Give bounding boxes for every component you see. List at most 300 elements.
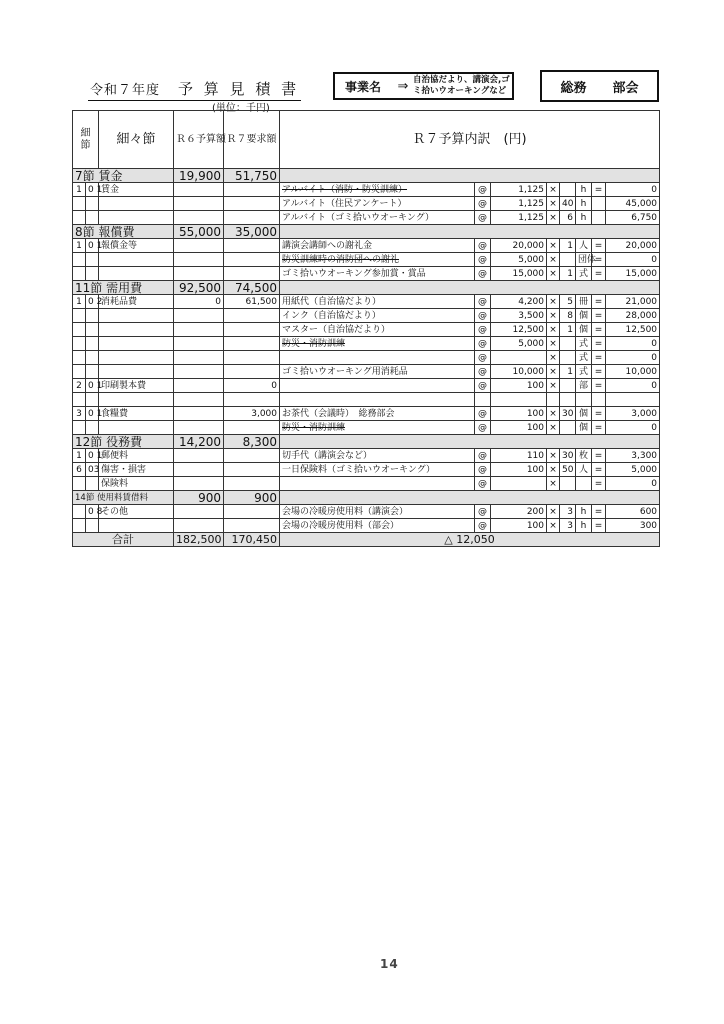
saisetsu-number: 0 1 bbox=[86, 407, 99, 421]
amount: 12,500 bbox=[606, 323, 660, 337]
setsu-number bbox=[73, 197, 86, 211]
section-r7: 8,300 bbox=[224, 435, 280, 449]
quantity: 3 bbox=[560, 519, 576, 533]
table-row bbox=[73, 197, 660, 211]
r7-amount bbox=[224, 239, 280, 253]
section-r7: 74,500 bbox=[224, 281, 280, 295]
amount: 300 bbox=[606, 519, 660, 533]
section-r6: 900 bbox=[174, 491, 224, 505]
section-fill bbox=[280, 225, 660, 239]
col-header-breakdown: Ｒ７予算内訳 (円) bbox=[280, 111, 660, 169]
saisetsu-name bbox=[99, 309, 174, 323]
times-mark: × bbox=[547, 211, 560, 225]
saisetsu-name bbox=[99, 351, 174, 365]
section-title: 12節 役務費 bbox=[73, 435, 174, 449]
amount bbox=[606, 393, 660, 407]
saisetsu-number bbox=[86, 351, 99, 365]
quantity bbox=[560, 393, 576, 407]
r7-amount bbox=[224, 477, 280, 491]
amount: 6,750 bbox=[606, 211, 660, 225]
at-mark: @ bbox=[475, 449, 491, 463]
r7-amount: 0 bbox=[224, 379, 280, 393]
equals-mark: = bbox=[592, 519, 606, 533]
times-mark: × bbox=[547, 519, 560, 533]
equals-mark: = bbox=[592, 407, 606, 421]
quantity bbox=[560, 253, 576, 267]
equals-mark: = bbox=[592, 295, 606, 309]
document-title bbox=[88, 78, 301, 101]
r6-amount bbox=[174, 365, 224, 379]
table-row bbox=[73, 463, 660, 477]
equals-mark: = bbox=[592, 463, 606, 477]
saisetsu-name: 賃金 bbox=[99, 183, 174, 197]
table-row bbox=[73, 183, 660, 197]
table-row bbox=[73, 519, 660, 533]
times-mark bbox=[547, 393, 560, 407]
table-row bbox=[73, 337, 660, 351]
r6-amount bbox=[174, 183, 224, 197]
unit-price: 5,000 bbox=[491, 337, 547, 351]
saisetsu-name: 傷害・損害 bbox=[99, 463, 174, 477]
unit: h bbox=[576, 211, 592, 225]
fiscal-year: 令和７年度 bbox=[90, 83, 161, 98]
unit-price bbox=[491, 393, 547, 407]
times-mark: × bbox=[547, 421, 560, 435]
section-r7: 900 bbox=[224, 491, 280, 505]
unit-price bbox=[491, 477, 547, 491]
saisetsu-number bbox=[86, 197, 99, 211]
equals-mark bbox=[592, 211, 606, 225]
col-header-r6: Ｒ６予算額 bbox=[174, 111, 224, 169]
unit-price: 4,200 bbox=[491, 295, 547, 309]
section-fill bbox=[280, 281, 660, 295]
saisetsu-number bbox=[86, 309, 99, 323]
breakdown-item: 防災訓練時の消防団への謝礼 bbox=[280, 253, 475, 267]
table-row bbox=[73, 323, 660, 337]
unit: h bbox=[576, 505, 592, 519]
r7-amount bbox=[224, 267, 280, 281]
r7-amount bbox=[224, 421, 280, 435]
breakdown-item bbox=[280, 351, 475, 365]
unit: 人 bbox=[576, 239, 592, 253]
equals-mark: = bbox=[592, 337, 606, 351]
setsu-number: 3 bbox=[73, 407, 86, 421]
unit-price: 5,000 bbox=[491, 253, 547, 267]
times-mark: × bbox=[547, 239, 560, 253]
total-label: 合計 bbox=[73, 533, 174, 547]
table-row bbox=[73, 253, 660, 267]
at-mark: @ bbox=[475, 351, 491, 365]
saisetsu-number bbox=[86, 211, 99, 225]
section-r6: 92,500 bbox=[174, 281, 224, 295]
project-box bbox=[333, 72, 514, 100]
breakdown-item: インク（自治協だより） bbox=[280, 309, 475, 323]
section-row-7 bbox=[73, 169, 660, 183]
r6-amount bbox=[174, 267, 224, 281]
table-row bbox=[73, 449, 660, 463]
r6-amount bbox=[174, 449, 224, 463]
quantity bbox=[560, 351, 576, 365]
table-row bbox=[73, 407, 660, 421]
r7-amount bbox=[224, 211, 280, 225]
times-mark: × bbox=[547, 295, 560, 309]
unit: 式 bbox=[576, 351, 592, 365]
r7-amount bbox=[224, 309, 280, 323]
saisetsu-number bbox=[86, 365, 99, 379]
section-title: 11節 需用費 bbox=[73, 281, 174, 295]
r7-amount bbox=[224, 323, 280, 337]
times-mark: × bbox=[547, 197, 560, 211]
amount: 600 bbox=[606, 505, 660, 519]
amount: 0 bbox=[606, 351, 660, 365]
r7-amount bbox=[224, 197, 280, 211]
table-row bbox=[73, 393, 660, 407]
unit: 冊 bbox=[576, 295, 592, 309]
amount: 0 bbox=[606, 379, 660, 393]
times-mark: × bbox=[547, 351, 560, 365]
saisetsu-number bbox=[86, 477, 99, 491]
saisetsu-number bbox=[86, 393, 99, 407]
r6-amount bbox=[174, 239, 224, 253]
r7-amount: 3,000 bbox=[224, 407, 280, 421]
quantity: 8 bbox=[560, 309, 576, 323]
times-mark: × bbox=[547, 337, 560, 351]
times-mark: × bbox=[547, 267, 560, 281]
at-mark: @ bbox=[475, 295, 491, 309]
saisetsu-name: 報償金等 bbox=[99, 239, 174, 253]
amount: 15,000 bbox=[606, 267, 660, 281]
saisetsu-name bbox=[99, 421, 174, 435]
times-mark: × bbox=[547, 183, 560, 197]
saisetsu-number: 0 8 bbox=[86, 505, 99, 519]
r7-amount bbox=[224, 505, 280, 519]
setsu-number bbox=[73, 323, 86, 337]
equals-mark: = bbox=[592, 379, 606, 393]
equals-mark bbox=[592, 197, 606, 211]
saisetsu-name: 食糧費 bbox=[99, 407, 174, 421]
saisetsu-name bbox=[99, 253, 174, 267]
amount: 3,300 bbox=[606, 449, 660, 463]
arrow-right-icon: ⇒ bbox=[397, 78, 409, 94]
equals-mark: = bbox=[592, 267, 606, 281]
table-row bbox=[73, 477, 660, 491]
at-mark: @ bbox=[475, 519, 491, 533]
breakdown-item bbox=[280, 379, 475, 393]
at-mark: @ bbox=[475, 309, 491, 323]
saisetsu-number bbox=[86, 421, 99, 435]
section-row-11 bbox=[73, 281, 660, 295]
table-row bbox=[73, 379, 660, 393]
setsu-number: 1 bbox=[73, 183, 86, 197]
setsu-number: 6 bbox=[73, 463, 86, 477]
setsu-number bbox=[73, 253, 86, 267]
section-row-12 bbox=[73, 435, 660, 449]
r7-amount bbox=[224, 393, 280, 407]
table-row bbox=[73, 505, 660, 519]
breakdown-item: アルバイト（ゴミ拾いウオーキング） bbox=[280, 211, 475, 225]
section-fill bbox=[280, 169, 660, 183]
unit: 団体 bbox=[576, 253, 592, 267]
table-row bbox=[73, 309, 660, 323]
quantity bbox=[560, 337, 576, 351]
unit: 個 bbox=[576, 407, 592, 421]
saisetsu-name bbox=[99, 323, 174, 337]
saisetsu-number bbox=[86, 519, 99, 533]
at-mark: @ bbox=[475, 407, 491, 421]
r6-amount: 0 bbox=[174, 295, 224, 309]
at-mark: @ bbox=[475, 337, 491, 351]
equals-mark: = bbox=[592, 323, 606, 337]
breakdown-item: アルバイト（住民アンケート） bbox=[280, 197, 475, 211]
breakdown-item: 会場の冷暖房使用料（講演会） bbox=[280, 505, 475, 519]
unit-price: 15,000 bbox=[491, 267, 547, 281]
unit: 人 bbox=[576, 463, 592, 477]
saisetsu-name: その他 bbox=[99, 505, 174, 519]
table-header-row bbox=[73, 111, 660, 169]
col-header-r7: Ｒ７要求額 bbox=[224, 111, 280, 169]
section-row-8 bbox=[73, 225, 660, 239]
setsu-number bbox=[73, 267, 86, 281]
unit-price bbox=[491, 351, 547, 365]
r6-amount bbox=[174, 463, 224, 477]
table-row bbox=[73, 267, 660, 281]
amount: 10,000 bbox=[606, 365, 660, 379]
equals-mark: = bbox=[592, 351, 606, 365]
breakdown-item: マスター（自治協だより） bbox=[280, 323, 475, 337]
project-name bbox=[413, 75, 512, 97]
budget-table bbox=[72, 110, 660, 547]
r6-amount bbox=[174, 253, 224, 267]
saisetsu-number: 0 2 bbox=[86, 295, 99, 309]
setsu-number bbox=[73, 519, 86, 533]
saisetsu-name bbox=[99, 267, 174, 281]
equals-mark: = bbox=[592, 477, 606, 491]
r6-amount bbox=[174, 309, 224, 323]
total-row bbox=[73, 533, 660, 547]
unit-price: 100 bbox=[491, 407, 547, 421]
unit bbox=[576, 477, 592, 491]
unit-price: 10,000 bbox=[491, 365, 547, 379]
r7-amount bbox=[224, 519, 280, 533]
quantity: 40 bbox=[560, 197, 576, 211]
unit: h bbox=[576, 183, 592, 197]
section-row-14 bbox=[73, 491, 660, 505]
amount: 3,000 bbox=[606, 407, 660, 421]
equals-mark: = bbox=[592, 309, 606, 323]
saisetsu-name bbox=[99, 197, 174, 211]
saisetsu-number: 03 bbox=[86, 463, 99, 477]
unit: 式 bbox=[576, 267, 592, 281]
total-r7: 170,450 bbox=[224, 533, 280, 547]
quantity: 1 bbox=[560, 239, 576, 253]
amount: 0 bbox=[606, 477, 660, 491]
setsu-number: 1 bbox=[73, 449, 86, 463]
saisetsu-name bbox=[99, 393, 174, 407]
amount: 0 bbox=[606, 337, 660, 351]
breakdown-item bbox=[280, 393, 475, 407]
setsu-number: 1 bbox=[73, 239, 86, 253]
r7-amount bbox=[224, 449, 280, 463]
quantity bbox=[560, 477, 576, 491]
unit: h bbox=[576, 197, 592, 211]
saisetsu-name bbox=[99, 337, 174, 351]
times-mark: × bbox=[547, 505, 560, 519]
saisetsu-name: 消耗品費 bbox=[99, 295, 174, 309]
r6-amount bbox=[174, 519, 224, 533]
amount: 20,000 bbox=[606, 239, 660, 253]
setsu-number bbox=[73, 421, 86, 435]
r6-amount bbox=[174, 337, 224, 351]
r7-amount bbox=[224, 463, 280, 477]
r7-amount bbox=[224, 253, 280, 267]
r6-amount bbox=[174, 407, 224, 421]
at-mark: @ bbox=[475, 183, 491, 197]
saisetsu-name bbox=[99, 365, 174, 379]
quantity: 1 bbox=[560, 267, 576, 281]
saisetsu-number: 0 1 bbox=[86, 379, 99, 393]
at-mark: @ bbox=[475, 197, 491, 211]
breakdown-item bbox=[280, 477, 475, 491]
table-row bbox=[73, 295, 660, 309]
unit-price: 20,000 bbox=[491, 239, 547, 253]
equals-mark bbox=[592, 393, 606, 407]
unit: 式 bbox=[576, 365, 592, 379]
r6-amount bbox=[174, 379, 224, 393]
unit-price: 100 bbox=[491, 421, 547, 435]
at-mark: @ bbox=[475, 267, 491, 281]
unit-price: 110 bbox=[491, 449, 547, 463]
doc-title: 予 算 見 積 書 bbox=[178, 80, 300, 98]
unit-price: 100 bbox=[491, 379, 547, 393]
times-mark: × bbox=[547, 253, 560, 267]
saisetsu-number bbox=[86, 253, 99, 267]
project-name-line-2: ミ拾いウオーキングなど bbox=[412, 86, 507, 96]
setsu-number bbox=[73, 477, 86, 491]
unit-price: 100 bbox=[491, 519, 547, 533]
project-name-line-1: 自治協だより、講演会,ゴ bbox=[412, 75, 510, 85]
setsu-number bbox=[73, 505, 86, 519]
unit-price: 200 bbox=[491, 505, 547, 519]
unit-price: 12,500 bbox=[491, 323, 547, 337]
unit-price: 1,125 bbox=[491, 211, 547, 225]
times-mark: × bbox=[547, 477, 560, 491]
section-r6: 55,000 bbox=[174, 225, 224, 239]
saisetsu-number: 0 1 bbox=[86, 239, 99, 253]
unit-label: (単位：千円) bbox=[212, 103, 270, 114]
at-mark: @ bbox=[475, 253, 491, 267]
quantity: 50 bbox=[560, 463, 576, 477]
times-mark: × bbox=[547, 379, 560, 393]
unit: 個 bbox=[576, 323, 592, 337]
r6-amount bbox=[174, 323, 224, 337]
quantity: 1 bbox=[560, 323, 576, 337]
r6-amount bbox=[174, 477, 224, 491]
setsu-number bbox=[73, 211, 86, 225]
setsu-number bbox=[73, 393, 86, 407]
breakdown-item: 切手代（講演会など） bbox=[280, 449, 475, 463]
section-title: 14節 使用料賃借料 bbox=[73, 491, 174, 505]
at-mark: @ bbox=[475, 379, 491, 393]
section-r7: 35,000 bbox=[224, 225, 280, 239]
r6-amount bbox=[174, 505, 224, 519]
unit-price: 1,125 bbox=[491, 197, 547, 211]
times-mark: × bbox=[547, 407, 560, 421]
section-r6: 19,900 bbox=[174, 169, 224, 183]
quantity: 3 bbox=[560, 505, 576, 519]
breakdown-item: 講演会講師への謝礼金 bbox=[280, 239, 475, 253]
at-mark: @ bbox=[475, 421, 491, 435]
r7-amount: 61,500 bbox=[224, 295, 280, 309]
r7-amount bbox=[224, 183, 280, 197]
equals-mark: = bbox=[592, 505, 606, 519]
at-mark: @ bbox=[475, 211, 491, 225]
at-mark: @ bbox=[475, 463, 491, 477]
quantity: 6 bbox=[560, 211, 576, 225]
unit: 式 bbox=[576, 337, 592, 351]
equals-mark: = bbox=[592, 239, 606, 253]
unit: 個 bbox=[576, 309, 592, 323]
saisetsu-name: 印刷製本費 bbox=[99, 379, 174, 393]
times-mark: × bbox=[547, 323, 560, 337]
saisetsu-name bbox=[99, 211, 174, 225]
table-row bbox=[73, 365, 660, 379]
unit-price: 3,500 bbox=[491, 309, 547, 323]
saisetsu-number: 0 1 bbox=[86, 449, 99, 463]
unit: h bbox=[576, 519, 592, 533]
saisetsu-name: 郵便料 bbox=[99, 449, 174, 463]
unit: 個 bbox=[576, 421, 592, 435]
amount: 21,000 bbox=[606, 295, 660, 309]
department-suffix: 部会 bbox=[612, 80, 639, 96]
setsu-number bbox=[73, 351, 86, 365]
breakdown-item: ゴミ拾いウオーキング用消耗品 bbox=[280, 365, 475, 379]
amount: 45,000 bbox=[606, 197, 660, 211]
breakdown-item: ゴミ拾いウオーキング参加賞・賞品 bbox=[280, 267, 475, 281]
equals-mark: = bbox=[592, 253, 606, 267]
quantity bbox=[560, 183, 576, 197]
equals-mark: = bbox=[592, 421, 606, 435]
r6-amount bbox=[174, 197, 224, 211]
col-header-setsu: 細 節 bbox=[73, 111, 99, 169]
r7-amount bbox=[224, 337, 280, 351]
equals-mark: = bbox=[592, 365, 606, 379]
breakdown-item: お茶代（会議時） 総務部会 bbox=[280, 407, 475, 421]
project-label: 事業名 bbox=[345, 79, 382, 94]
amount: 0 bbox=[606, 421, 660, 435]
amount: 0 bbox=[606, 183, 660, 197]
at-mark: @ bbox=[475, 477, 491, 491]
saisetsu-number bbox=[86, 323, 99, 337]
setsu-number bbox=[73, 309, 86, 323]
breakdown-item: アルバイト（消防・防災訓練） bbox=[280, 183, 475, 197]
r6-amount bbox=[174, 211, 224, 225]
unit: 枚 bbox=[576, 449, 592, 463]
section-r6: 14,200 bbox=[174, 435, 224, 449]
at-mark: @ bbox=[475, 323, 491, 337]
total-difference: △ 12,050 bbox=[280, 533, 660, 547]
table-row bbox=[73, 211, 660, 225]
quantity bbox=[560, 421, 576, 435]
department-box bbox=[540, 70, 659, 102]
breakdown-item: 防災・消防訓練 bbox=[280, 421, 475, 435]
total-r6: 182,500 bbox=[174, 533, 224, 547]
saisetsu-number: 0 1 bbox=[86, 183, 99, 197]
r7-amount bbox=[224, 365, 280, 379]
unit-price: 100 bbox=[491, 463, 547, 477]
r6-amount bbox=[174, 351, 224, 365]
table-row bbox=[73, 239, 660, 253]
setsu-number bbox=[73, 337, 86, 351]
